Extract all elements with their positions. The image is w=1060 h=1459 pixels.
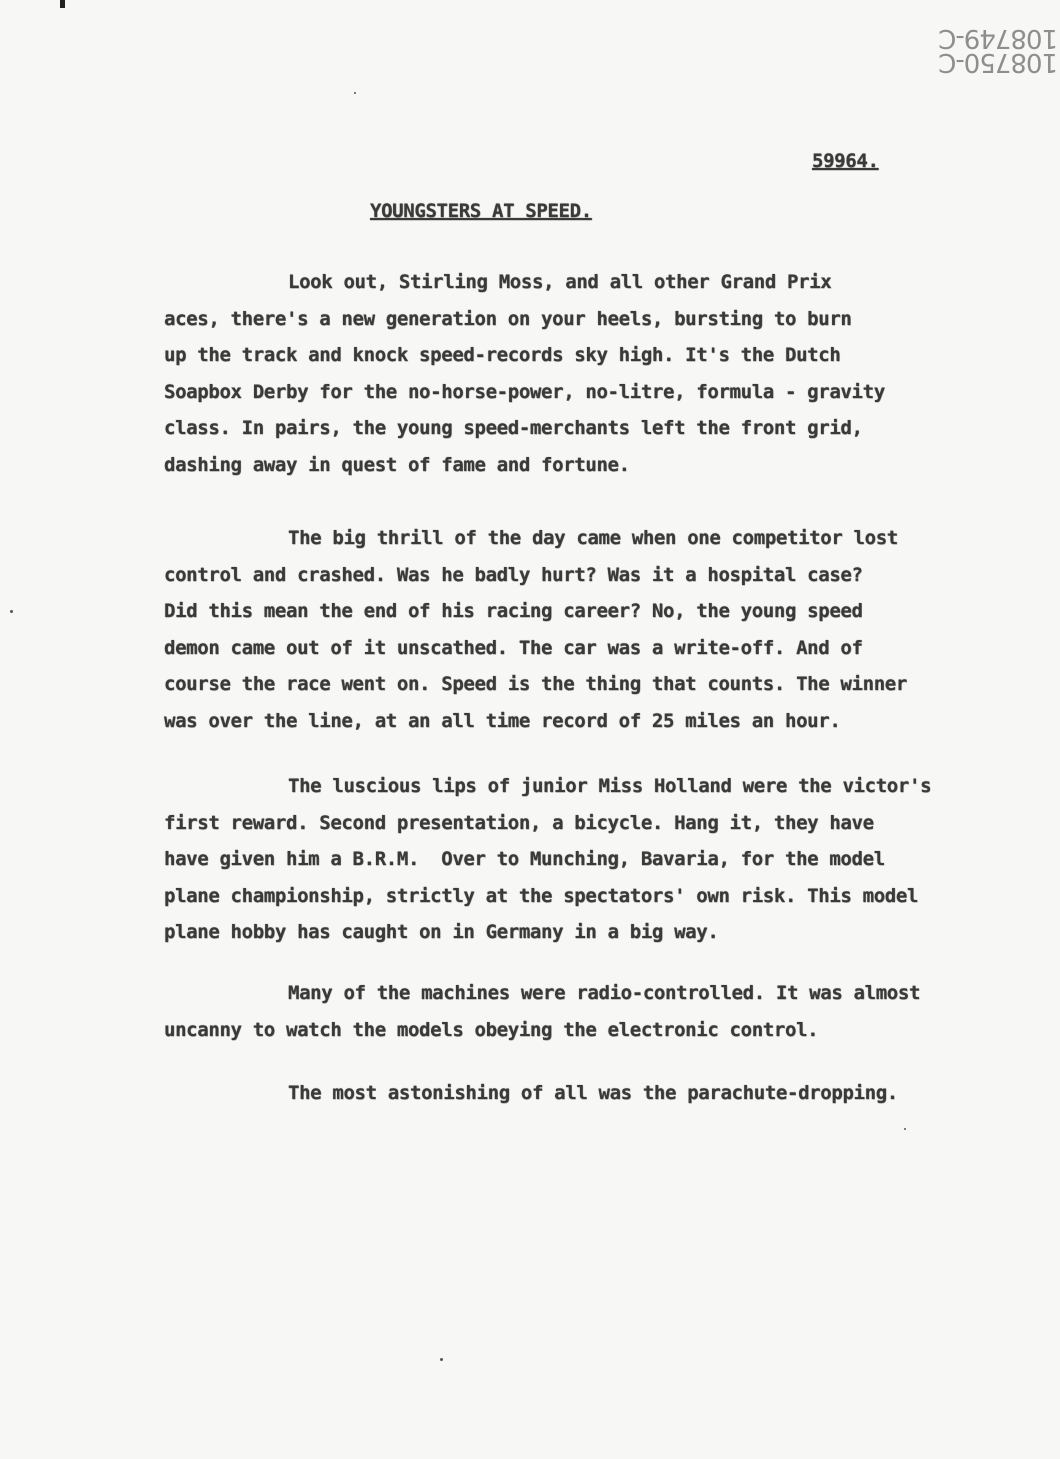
text-line: Many of the machines were radio-controlled. It was almost (288, 982, 921, 1004)
text-line: The most astonishing of all was the parachute-dropping. (288, 1082, 898, 1104)
text-line: Did this mean the end of his racing career? No, the young speed (164, 600, 863, 622)
text-line: was over the line, at an all time record of 25 miles an hour. (164, 709, 841, 732)
paragraph (164, 768, 1024, 951)
text-line: uncanny to watch the models obeying the electronic control. (164, 1018, 819, 1041)
paragraph (164, 264, 1024, 483)
text-line: plane championship, strictly at the spectators' own risk. This model (164, 884, 919, 907)
text-line: up the track and knock speed-records sky high. It's the Dutch (164, 344, 841, 366)
text-line: first reward. Second presentation, a bicycle. Hang it, they have (164, 811, 874, 834)
edge-mark (60, 0, 65, 8)
text-line: demon came out of it unscathed. The car was a write-off. And of (164, 636, 863, 659)
paper-speck (904, 1128, 906, 1130)
paragraph (164, 975, 1024, 1048)
text-line: The luscious lips of junior Miss Holland were the victor's (288, 775, 932, 797)
text-line: plane hobby has caught on in Germany in a big way. (164, 921, 719, 943)
text-line: dashing away in quest of fame and fortune. (164, 453, 630, 476)
paragraph (164, 520, 1024, 739)
text-line: The big thrill of the day came when one competitor lost (288, 527, 898, 549)
handwritten-reference-numbers (868, 14, 1058, 77)
text-line: class. In pairs, the young speed-merchants left the front grid, (164, 417, 863, 439)
document-title: YOUNGSTERS AT SPEED. (370, 200, 592, 222)
paper-speck (10, 610, 13, 613)
paragraph (164, 1075, 1024, 1112)
paper-speck (440, 1358, 443, 1361)
text-line: aces, there's a new generation on your heels, bursting to burn (164, 307, 852, 330)
text-line: control and crashed. Was he badly hurt? Was it a hospital case? (164, 563, 863, 586)
text-line: Look out, Stirling Moss, and all other Grand Prix (288, 271, 832, 293)
paper-speck (354, 92, 356, 94)
text-line: course the race went on. Speed is the thing that counts. The winner (164, 673, 907, 695)
reference-number: 59964. (812, 150, 879, 172)
handwritten-ref: 108749-C (939, 23, 1058, 53)
text-line: have given him a B.R.M. Over to Munching, Bavaria, for the model (164, 848, 885, 870)
text-line: Soapbox Derby for the no-horse-power, no-litre, formula - gravity (164, 380, 885, 403)
handwritten-ref: 108750-C (939, 47, 1058, 77)
